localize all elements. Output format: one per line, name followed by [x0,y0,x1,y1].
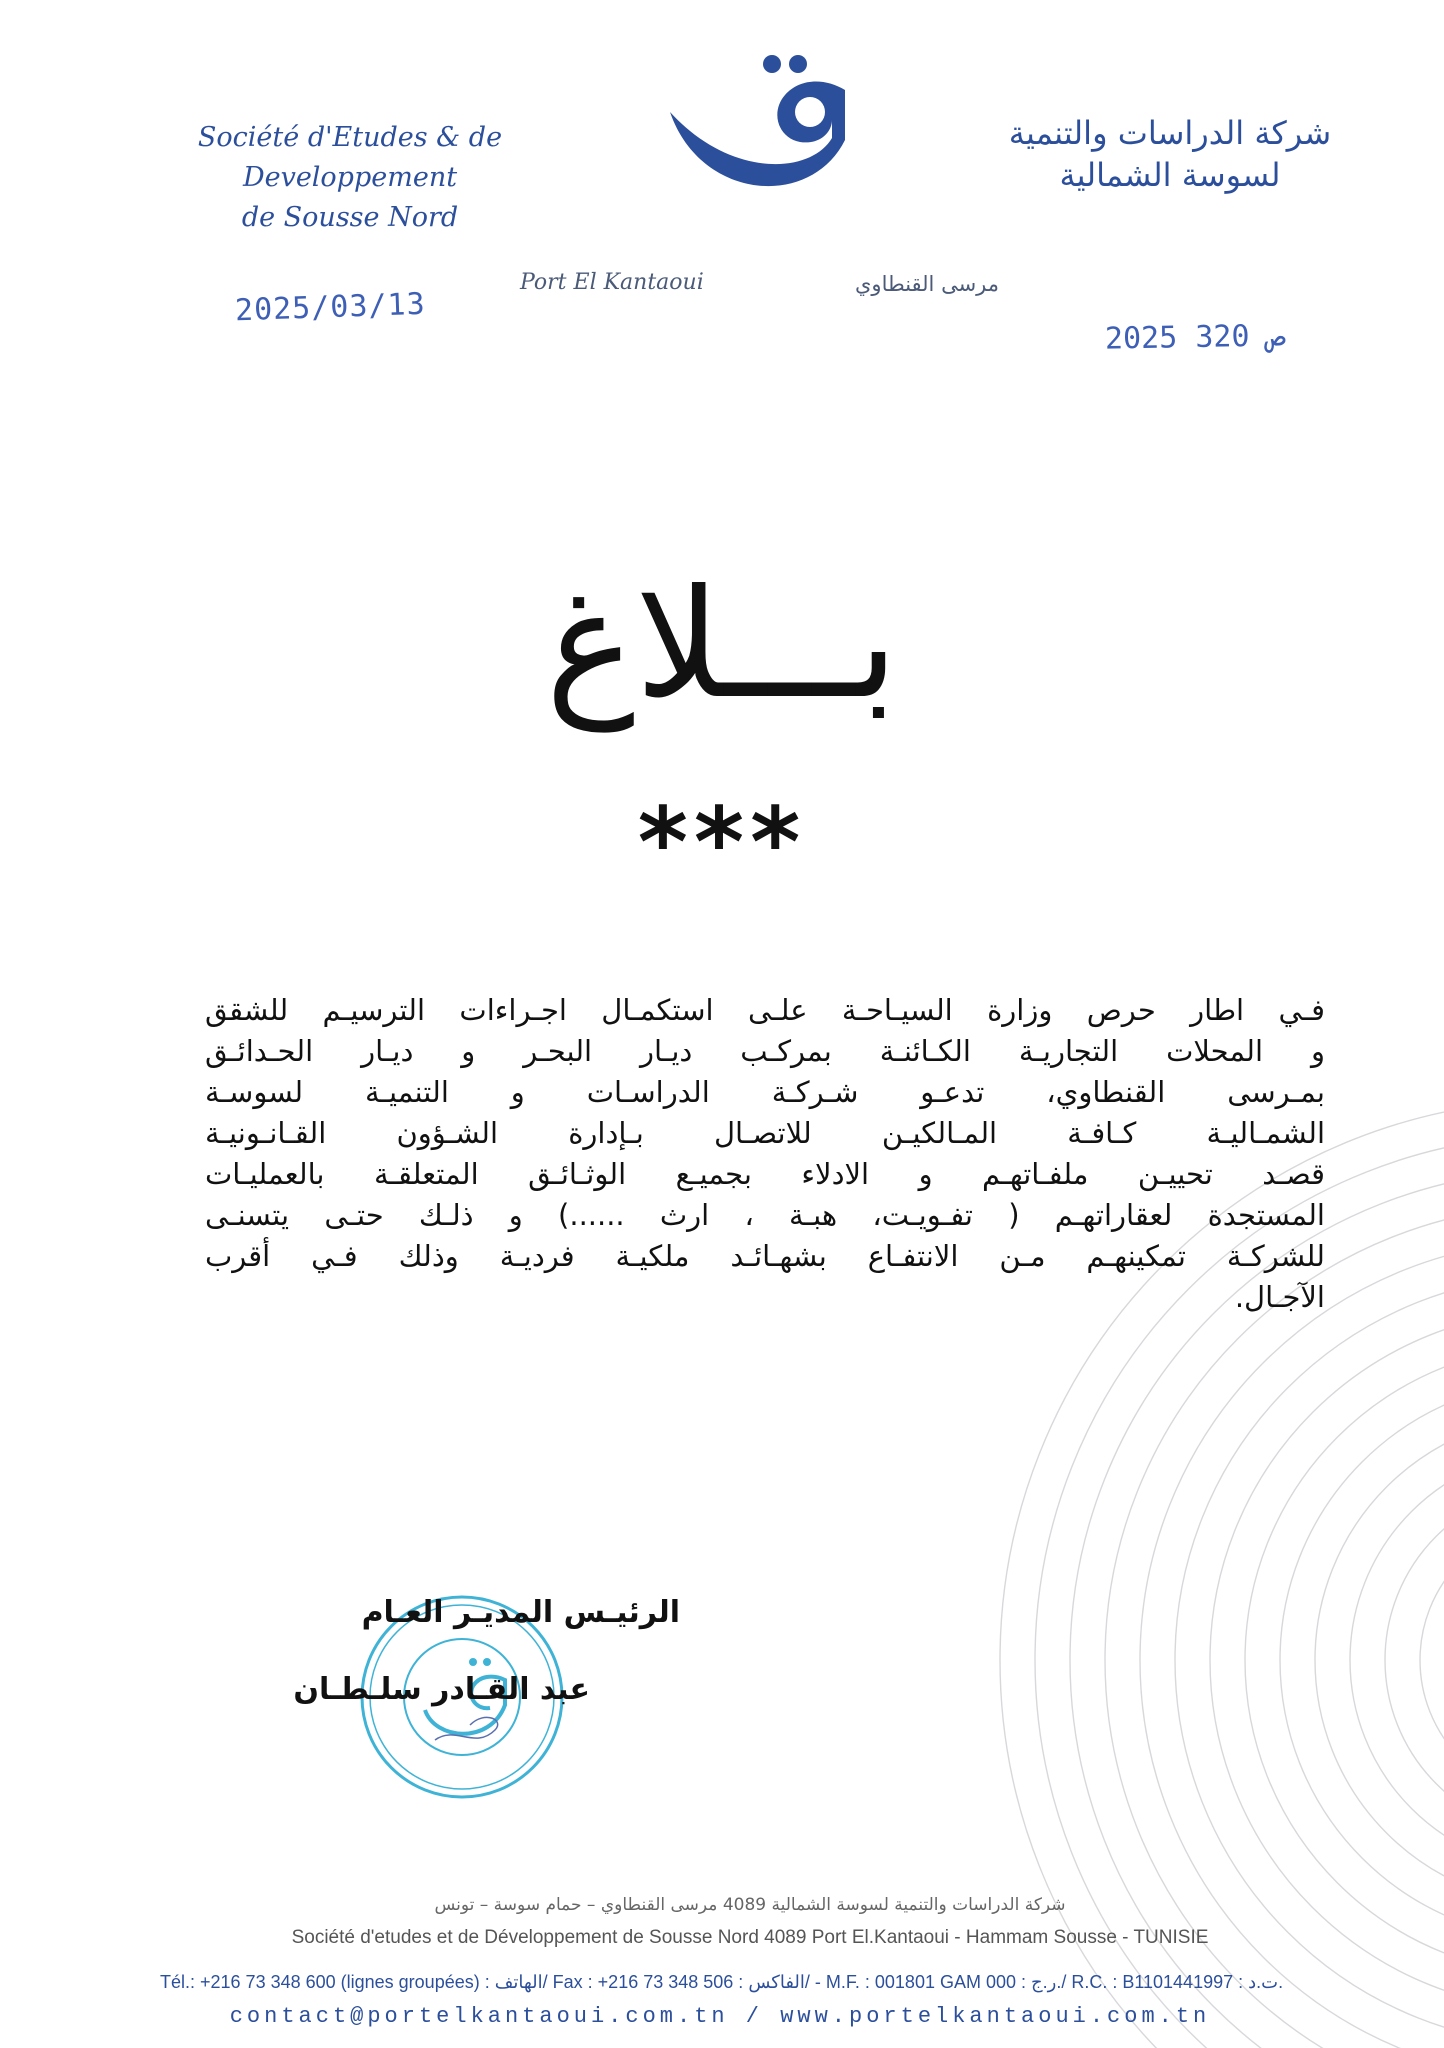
footer-email-website: contact@portelkantaoui.com.tn / www.portelkantaoui.com.tn [229,2004,1211,2029]
company-name-french-line1: Société d'Etudes & de Developpement [197,122,503,193]
company-name-arabic-line2: لسوسة الشمالية [1059,156,1281,194]
body-line: المستجدة لعقاراتهـم ( تفـويـت، هبـة ، ارث ......) و ذلـك حتـى يتسنـى [205,1198,1325,1232]
location-arabic: مرسى القنطاوي [855,272,1000,296]
footer-address-french: Société d'etudes et de Développement de Sousse Nord 4089 Port El.Kantaoui - Hammam Sousse - TUNISIE [291,1927,1209,1948]
signatory-name: عبد القـادر سلـطـان [293,1672,590,1707]
signatory-title: الرئيـس المديـر العـام [361,1595,680,1630]
body-line: الآجـال. [1234,1280,1325,1314]
footer-address-arabic: شركة الدراسات والتنمية لسوسة الشمالية 4089 مرسى القنطاوي – حمام سوسة – تونس [434,1895,1066,1915]
company-name-arabic-line1: شركة الدراسات والتنمية [1008,114,1332,152]
footer-contact-numbers: Tél.: +216 73 348 600 (lignes groupées) : الهاتف/ Fax : +216 73 348 506 : الفاكس/ - M.F. : 001801 GAM 000 : ر.ج./ R.C. : B1101441997 : ت.د. [160,1972,1284,1992]
body-line: للشركـة تمكينهـم مـن الانتفـاع بشهـائـد ملكيـة فرديـة وذلك فـي أقرب [205,1239,1325,1273]
body-line: قصـد تحييـن ملفـاتهـم و الادلاء بجميـع الوثـائـق المتعلقـة بالعمليـات [205,1157,1325,1191]
body-line: بمـرسى القنطاوي، تدعـو شـركـة الدراسـات و التنميـة لسوسـة [205,1075,1325,1109]
handwritten-date: 2025/03/13 [234,286,427,329]
document-title: بـــلاغ [545,558,899,732]
title-separator: *** [637,787,807,899]
body-line: و المحلات التجاريـة الكـائنـة بمركـب ديـار البحـر و ديـار الحـدائـق [205,1034,1325,1068]
body-line: الشمـاليـة كـافـة المـالكيـن للاتصـال بـإدارة الشـؤون القـانـونيـة [205,1116,1325,1150]
company-logo [660,50,860,210]
company-name-french [100,118,600,238]
location-french: Port El Kantaoui [520,270,704,295]
body-line: فـي اطار حرص وزارة السيـاحـة علـى استكمـال اجـراءات الترسيـم للشقق [205,993,1325,1027]
company-name-french-line2: de Sousse Nord [241,202,459,233]
company-name-arabic [900,112,1440,196]
handwritten-reference-number: 2025 ص 320 [1104,318,1286,357]
announcement-body [205,990,1325,1318]
